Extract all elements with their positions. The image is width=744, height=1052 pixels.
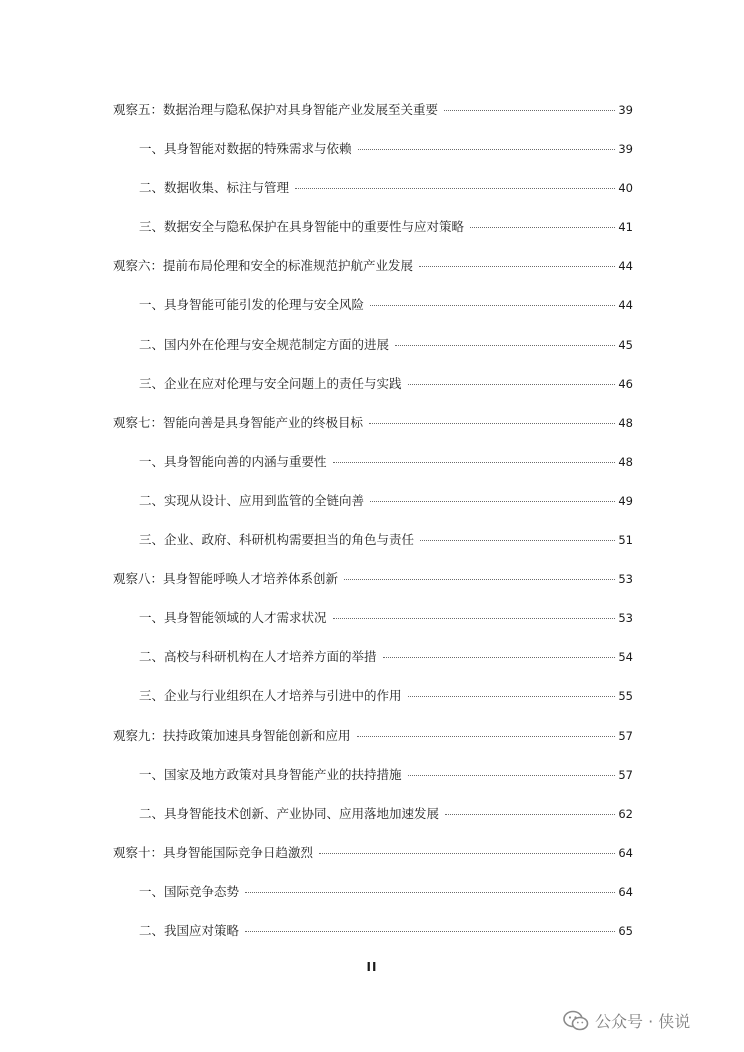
toc-dot-leader xyxy=(358,149,616,150)
toc-entry-title: 二、高校与科研机构在人才培养方面的举措 xyxy=(139,649,377,665)
toc-subsection-entry[interactable] xyxy=(113,375,633,414)
toc-section-entry[interactable] xyxy=(113,844,633,883)
toc-entry-title: 三、企业、政府、科研机构需要担当的角色与责任 xyxy=(139,532,415,548)
watermark xyxy=(563,1009,690,1032)
toc-entry-page: 46 xyxy=(618,376,633,391)
toc-dot-leader xyxy=(370,501,615,502)
toc-entry-title: 一、具身智能对数据的特殊需求与依赖 xyxy=(139,141,352,157)
toc-dot-leader xyxy=(333,462,616,463)
toc-entry-title: 观察八：具身智能呼唤人才培养体系创新 xyxy=(113,571,339,587)
toc-dot-leader xyxy=(470,227,615,228)
toc-subsection-entry[interactable] xyxy=(113,140,633,179)
toc-subsection-entry[interactable] xyxy=(113,179,633,218)
wechat-icon xyxy=(563,1010,589,1032)
toc-entry-page: 53 xyxy=(618,611,633,626)
toc-entry-title: 三、企业与行业组织在人才培养与引进中的作用 xyxy=(139,688,402,704)
toc-entry-title: 观察七：智能向善是具身智能产业的终极目标 xyxy=(113,414,364,430)
toc-dot-leader xyxy=(408,775,616,776)
toc-entry-page: 40 xyxy=(618,181,633,196)
toc-entry-title: 一、国家及地方政策对具身智能产业的扶持措施 xyxy=(139,766,402,782)
toc-dot-leader xyxy=(245,931,615,932)
toc-entry-page: 54 xyxy=(618,650,633,665)
toc-subsection-entry[interactable] xyxy=(113,648,633,687)
toc-entry-page: 39 xyxy=(618,142,633,157)
toc-subsection-entry[interactable] xyxy=(113,453,633,492)
toc-dot-leader xyxy=(245,892,615,893)
toc-dot-leader xyxy=(395,345,615,346)
toc-subsection-entry[interactable] xyxy=(113,609,633,648)
toc-entry-page: 48 xyxy=(618,454,633,469)
toc-entry-page: 57 xyxy=(618,728,633,743)
toc-entry-title: 三、数据安全与隐私保护在具身智能中的重要性与应对策略 xyxy=(139,219,465,235)
toc-entry-page: 57 xyxy=(618,767,633,782)
toc-subsection-entry[interactable] xyxy=(113,805,633,844)
toc-entry-title: 观察九：扶持政策加速具身智能创新和应用 xyxy=(113,727,351,743)
toc-entry-page: 45 xyxy=(618,337,633,352)
toc-dot-leader xyxy=(333,618,616,619)
toc-dot-leader xyxy=(408,696,616,697)
toc-subsection-entry[interactable] xyxy=(113,296,633,335)
toc-section-entry[interactable] xyxy=(113,257,633,296)
toc-entry-title: 二、具身智能技术创新、产业协同、应用落地加速发展 xyxy=(139,805,440,821)
toc-entry-page: 53 xyxy=(618,572,633,587)
toc-subsection-entry[interactable] xyxy=(113,687,633,726)
toc-section-entry[interactable] xyxy=(113,570,633,609)
toc-entry-page: 55 xyxy=(618,689,633,704)
toc-subsection-entry[interactable] xyxy=(113,218,633,257)
toc-dot-leader xyxy=(370,305,615,306)
toc-entry-title: 观察六：提前布局伦理和安全的标准规范护航产业发展 xyxy=(113,258,414,274)
toc-entry-title: 二、实现从设计、应用到监管的全链向善 xyxy=(139,492,365,508)
toc-dot-leader xyxy=(319,853,615,854)
watermark-text: 公众号 · 侠说 xyxy=(595,1012,691,1031)
toc-entry-page: 49 xyxy=(618,493,633,508)
toc-dot-leader xyxy=(295,188,615,189)
page-number: II xyxy=(366,960,378,974)
toc-entry-title: 一、具身智能领域的人才需求状况 xyxy=(139,610,327,626)
toc-section-entry[interactable] xyxy=(113,727,633,766)
toc-entry-page: 44 xyxy=(618,298,633,313)
toc-entry-page: 62 xyxy=(618,806,633,821)
toc-entry-page: 64 xyxy=(618,845,633,860)
toc-entry-title: 二、我国应对策略 xyxy=(139,922,240,938)
toc-entry-title: 观察十：具身智能国际竞争日趋激烈 xyxy=(113,844,314,860)
toc-subsection-entry[interactable] xyxy=(113,883,633,922)
toc-section-entry[interactable] xyxy=(113,101,633,140)
toc-dot-leader xyxy=(419,266,615,267)
toc-entry-title: 观察五：数据治理与隐私保护对具身智能产业发展至关重要 xyxy=(113,102,439,117)
toc-entry-page: 65 xyxy=(618,923,633,938)
toc-entry-page: 51 xyxy=(618,533,633,548)
toc-entry-page: 44 xyxy=(618,259,633,274)
toc-dot-leader xyxy=(420,540,615,541)
toc-dot-leader xyxy=(344,579,615,580)
toc-subsection-entry[interactable] xyxy=(113,531,633,570)
toc-subsection-entry[interactable] xyxy=(113,492,633,531)
toc-dot-leader xyxy=(369,423,615,424)
toc-entry-title: 二、国内外在伦理与安全规范制定方面的进展 xyxy=(139,336,390,352)
toc-dot-leader xyxy=(445,814,615,815)
table-of-contents xyxy=(113,101,633,961)
toc-dot-leader xyxy=(408,384,616,385)
toc-entry-page: 64 xyxy=(618,884,633,899)
toc-dot-leader xyxy=(357,736,616,737)
toc-entry-title: 三、企业在应对伦理与安全问题上的责任与实践 xyxy=(139,375,402,391)
toc-dot-leader xyxy=(383,657,616,658)
toc-section-entry[interactable] xyxy=(113,414,633,453)
toc-subsection-entry[interactable] xyxy=(113,766,633,805)
toc-entry-page: 41 xyxy=(618,220,633,235)
toc-dot-leader xyxy=(444,110,615,111)
toc-subsection-entry[interactable] xyxy=(113,922,633,961)
toc-entry-page: 48 xyxy=(618,415,633,430)
toc-entry-title: 一、具身智能可能引发的伦理与安全风险 xyxy=(139,297,365,313)
toc-subsection-entry[interactable] xyxy=(113,336,633,375)
toc-entry-title: 一、具身智能向善的内涵与重要性 xyxy=(139,453,327,469)
toc-entry-page: 39 xyxy=(618,103,633,117)
toc-entry-title: 一、国际竞争态势 xyxy=(139,883,240,899)
toc-entry-title: 二、数据收集、标注与管理 xyxy=(139,180,290,196)
